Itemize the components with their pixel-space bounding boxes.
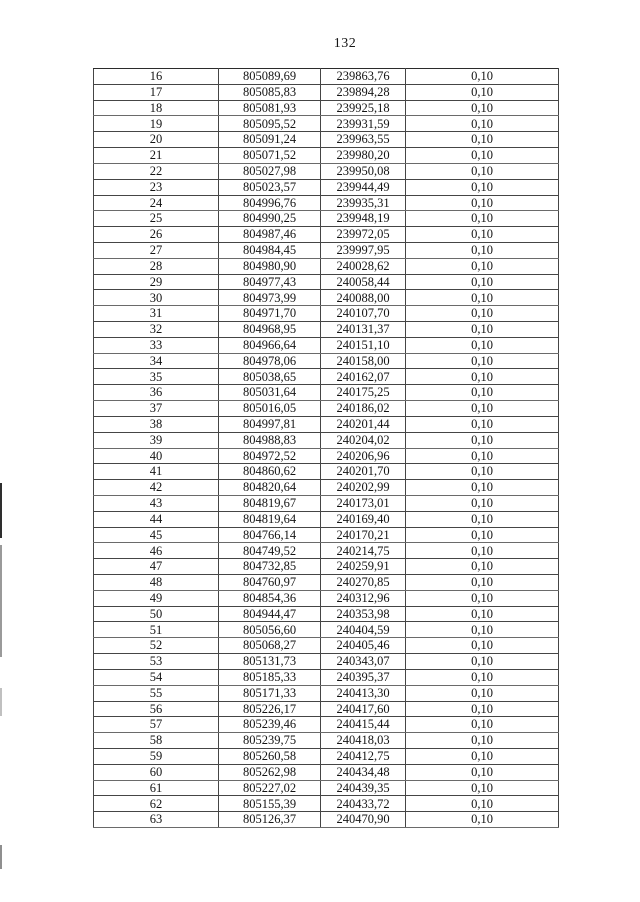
table-cell: 239931,59 <box>321 116 406 132</box>
table-cell: 0,10 <box>406 606 559 622</box>
table-row <box>94 812 559 828</box>
table-cell: 804819,67 <box>219 495 321 511</box>
table-cell: 0,10 <box>406 211 559 227</box>
table-cell: 240353,98 <box>321 606 406 622</box>
table-cell: 805085,83 <box>219 84 321 100</box>
table-cell: 804944,47 <box>219 606 321 622</box>
table-cell: 0,10 <box>406 590 559 606</box>
table-cell: 0,10 <box>406 796 559 812</box>
table-row <box>94 242 559 258</box>
table-cell: 240206,96 <box>321 448 406 464</box>
table-cell: 240201,44 <box>321 416 406 432</box>
scan-artifact <box>0 688 2 716</box>
table-cell: 804987,46 <box>219 227 321 243</box>
table-cell: 0,10 <box>406 717 559 733</box>
table-cell: 0,10 <box>406 116 559 132</box>
table-cell: 28 <box>94 258 219 274</box>
table-cell: 27 <box>94 242 219 258</box>
table-cell: 0,10 <box>406 163 559 179</box>
table-cell: 53 <box>94 654 219 670</box>
table-cell: 54 <box>94 669 219 685</box>
table-cell: 805031,64 <box>219 385 321 401</box>
table-row <box>94 369 559 385</box>
table-cell: 0,10 <box>406 480 559 496</box>
table-cell: 0,10 <box>406 701 559 717</box>
table-row <box>94 211 559 227</box>
table-cell: 0,10 <box>406 353 559 369</box>
table-cell: 804997,81 <box>219 416 321 432</box>
table-cell: 50 <box>94 606 219 622</box>
table-cell: 240201,70 <box>321 464 406 480</box>
table-cell: 57 <box>94 717 219 733</box>
table-cell: 804732,85 <box>219 559 321 575</box>
table-cell: 0,10 <box>406 274 559 290</box>
table-cell: 804984,45 <box>219 242 321 258</box>
table-cell: 35 <box>94 369 219 385</box>
table-cell: 804978,06 <box>219 353 321 369</box>
table-cell: 805091,24 <box>219 132 321 148</box>
table-cell: 0,10 <box>406 543 559 559</box>
table-cell: 240433,72 <box>321 796 406 812</box>
table-cell: 240028,62 <box>321 258 406 274</box>
table-cell: 804988,83 <box>219 432 321 448</box>
table-cell: 61 <box>94 780 219 796</box>
table-cell: 240434,48 <box>321 764 406 780</box>
table-cell: 804971,70 <box>219 306 321 322</box>
table-cell: 0,10 <box>406 812 559 828</box>
table-row <box>94 401 559 417</box>
table-cell: 22 <box>94 163 219 179</box>
table-cell: 40 <box>94 448 219 464</box>
table-cell: 805131,73 <box>219 654 321 670</box>
table-cell: 0,10 <box>406 416 559 432</box>
table-row <box>94 195 559 211</box>
table-cell: 24 <box>94 195 219 211</box>
table-cell: 0,10 <box>406 654 559 670</box>
table-cell: 0,10 <box>406 100 559 116</box>
table-row <box>94 274 559 290</box>
table-row <box>94 654 559 670</box>
table-row <box>94 764 559 780</box>
table-row <box>94 179 559 195</box>
table-cell: 240131,37 <box>321 322 406 338</box>
table-cell: 44 <box>94 511 219 527</box>
table-cell: 240162,07 <box>321 369 406 385</box>
table-cell: 52 <box>94 638 219 654</box>
table-row <box>94 780 559 796</box>
table-cell: 805095,52 <box>219 116 321 132</box>
table-cell: 804990,25 <box>219 211 321 227</box>
table-row <box>94 290 559 306</box>
table-cell: 239980,20 <box>321 148 406 164</box>
table-row <box>94 527 559 543</box>
table-cell: 0,10 <box>406 733 559 749</box>
table-cell: 805071,52 <box>219 148 321 164</box>
table-row <box>94 559 559 575</box>
table-cell: 0,10 <box>406 401 559 417</box>
table-cell: 0,10 <box>406 685 559 701</box>
table-cell: 805262,98 <box>219 764 321 780</box>
table-row <box>94 432 559 448</box>
table-cell: 239972,05 <box>321 227 406 243</box>
table-row <box>94 227 559 243</box>
table-row <box>94 148 559 164</box>
table-cell: 804854,36 <box>219 590 321 606</box>
table-cell: 0,10 <box>406 369 559 385</box>
table-cell: 805023,57 <box>219 179 321 195</box>
table-cell: 21 <box>94 148 219 164</box>
table-cell: 804766,14 <box>219 527 321 543</box>
table-row <box>94 495 559 511</box>
table-row <box>94 511 559 527</box>
table-cell: 804977,43 <box>219 274 321 290</box>
table-cell: 55 <box>94 685 219 701</box>
table-cell: 240312,96 <box>321 590 406 606</box>
table-row <box>94 717 559 733</box>
table-row <box>94 480 559 496</box>
table-cell: 805239,75 <box>219 733 321 749</box>
table-cell: 804749,52 <box>219 543 321 559</box>
table-cell: 240270,85 <box>321 575 406 591</box>
table-cell: 240173,01 <box>321 495 406 511</box>
table-cell: 804760,97 <box>219 575 321 591</box>
table-cell: 0,10 <box>406 432 559 448</box>
table-cell: 33 <box>94 337 219 353</box>
table-row <box>94 464 559 480</box>
table-cell: 240186,02 <box>321 401 406 417</box>
table-cell: 804968,95 <box>219 322 321 338</box>
table-cell: 240404,59 <box>321 622 406 638</box>
table-cell: 240158,00 <box>321 353 406 369</box>
table-cell: 239863,76 <box>321 69 406 85</box>
table-cell: 25 <box>94 211 219 227</box>
table-row <box>94 132 559 148</box>
table-cell: 23 <box>94 179 219 195</box>
table-cell: 804996,76 <box>219 195 321 211</box>
table-row <box>94 116 559 132</box>
table-cell: 805155,39 <box>219 796 321 812</box>
table-cell: 31 <box>94 306 219 322</box>
table-cell: 804819,64 <box>219 511 321 527</box>
table-cell: 804973,99 <box>219 290 321 306</box>
table-cell: 0,10 <box>406 669 559 685</box>
table-cell: 20 <box>94 132 219 148</box>
table-row <box>94 701 559 717</box>
table-cell: 36 <box>94 385 219 401</box>
table-cell: 51 <box>94 622 219 638</box>
table-cell: 0,10 <box>406 195 559 211</box>
table-cell: 805239,46 <box>219 717 321 733</box>
table-cell: 18 <box>94 100 219 116</box>
table-row <box>94 337 559 353</box>
table-row <box>94 543 559 559</box>
table-cell: 0,10 <box>406 69 559 85</box>
table-cell: 41 <box>94 464 219 480</box>
table-row <box>94 606 559 622</box>
table-cell: 805038,65 <box>219 369 321 385</box>
table-cell: 240405,46 <box>321 638 406 654</box>
scan-artifact <box>0 483 2 538</box>
table-cell: 239963,55 <box>321 132 406 148</box>
table-cell: 59 <box>94 748 219 764</box>
table-cell: 0,10 <box>406 322 559 338</box>
table-cell: 240418,03 <box>321 733 406 749</box>
table-cell: 30 <box>94 290 219 306</box>
table-cell: 805056,60 <box>219 622 321 638</box>
scan-artifact <box>0 845 2 869</box>
table-row <box>94 84 559 100</box>
table-cell: 805027,98 <box>219 163 321 179</box>
table-cell: 804972,52 <box>219 448 321 464</box>
table-cell: 62 <box>94 796 219 812</box>
table-cell: 0,10 <box>406 337 559 353</box>
table-cell: 19 <box>94 116 219 132</box>
table-cell: 29 <box>94 274 219 290</box>
page-number: 132 <box>333 36 357 51</box>
table-cell: 805226,17 <box>219 701 321 717</box>
table-cell: 16 <box>94 69 219 85</box>
table-cell: 239894,28 <box>321 84 406 100</box>
table-cell: 17 <box>94 84 219 100</box>
table-cell: 0,10 <box>406 464 559 480</box>
table-cell: 804860,62 <box>219 464 321 480</box>
table-cell: 0,10 <box>406 622 559 638</box>
table-cell: 240058,44 <box>321 274 406 290</box>
table-cell: 240202,99 <box>321 480 406 496</box>
table-cell: 0,10 <box>406 290 559 306</box>
table-cell: 805126,37 <box>219 812 321 828</box>
table-row <box>94 353 559 369</box>
table-row <box>94 638 559 654</box>
table-cell: 239925,18 <box>321 100 406 116</box>
table-cell: 63 <box>94 812 219 828</box>
table-cell: 240412,75 <box>321 748 406 764</box>
table-cell: 34 <box>94 353 219 369</box>
table-row <box>94 322 559 338</box>
table-cell: 45 <box>94 527 219 543</box>
table-cell: 26 <box>94 227 219 243</box>
table-cell: 0,10 <box>406 242 559 258</box>
table-cell: 0,10 <box>406 148 559 164</box>
table-row <box>94 575 559 591</box>
table-cell: 0,10 <box>406 575 559 591</box>
table-row <box>94 416 559 432</box>
table-cell: 239935,31 <box>321 195 406 211</box>
table-cell: 805260,58 <box>219 748 321 764</box>
table-row <box>94 733 559 749</box>
scan-artifact <box>0 545 2 657</box>
table-cell: 240170,21 <box>321 527 406 543</box>
table-cell: 804980,90 <box>219 258 321 274</box>
table-row <box>94 100 559 116</box>
table-cell: 240214,75 <box>321 543 406 559</box>
table-cell: 240413,30 <box>321 685 406 701</box>
table-cell: 0,10 <box>406 748 559 764</box>
table-cell: 43 <box>94 495 219 511</box>
table-cell: 804820,64 <box>219 480 321 496</box>
table-row <box>94 796 559 812</box>
table-cell: 240470,90 <box>321 812 406 828</box>
table-row <box>94 306 559 322</box>
table-cell: 240439,35 <box>321 780 406 796</box>
table-cell: 32 <box>94 322 219 338</box>
table-cell: 56 <box>94 701 219 717</box>
table-row <box>94 258 559 274</box>
table-cell: 0,10 <box>406 385 559 401</box>
table-cell: 240417,60 <box>321 701 406 717</box>
table-cell: 240088,00 <box>321 290 406 306</box>
table-row <box>94 448 559 464</box>
table-cell: 240343,07 <box>321 654 406 670</box>
table-cell: 240259,91 <box>321 559 406 575</box>
table-row <box>94 163 559 179</box>
table-row <box>94 385 559 401</box>
table-cell: 805227,02 <box>219 780 321 796</box>
table-cell: 239997,95 <box>321 242 406 258</box>
table-cell: 0,10 <box>406 306 559 322</box>
table-cell: 0,10 <box>406 511 559 527</box>
table-cell: 239950,08 <box>321 163 406 179</box>
table-cell: 805068,27 <box>219 638 321 654</box>
table-cell: 0,10 <box>406 258 559 274</box>
table-row <box>94 748 559 764</box>
coordinates-table <box>93 68 559 828</box>
table-cell: 42 <box>94 480 219 496</box>
table-cell: 60 <box>94 764 219 780</box>
table-cell: 240175,25 <box>321 385 406 401</box>
table-cell: 0,10 <box>406 132 559 148</box>
table-cell: 240151,10 <box>321 337 406 353</box>
table-cell: 240204,02 <box>321 432 406 448</box>
table-cell: 239948,19 <box>321 211 406 227</box>
table-cell: 239944,49 <box>321 179 406 195</box>
table-cell: 240107,70 <box>321 306 406 322</box>
table-cell: 240415,44 <box>321 717 406 733</box>
table-cell: 39 <box>94 432 219 448</box>
table-row <box>94 669 559 685</box>
table-cell: 37 <box>94 401 219 417</box>
table-cell: 48 <box>94 575 219 591</box>
table-cell: 0,10 <box>406 495 559 511</box>
table-cell: 805089,69 <box>219 69 321 85</box>
table-cell: 0,10 <box>406 638 559 654</box>
table-cell: 0,10 <box>406 448 559 464</box>
table-cell: 240395,37 <box>321 669 406 685</box>
table-cell: 805185,33 <box>219 669 321 685</box>
table-row <box>94 622 559 638</box>
table-cell: 805171,33 <box>219 685 321 701</box>
table-cell: 58 <box>94 733 219 749</box>
table-row <box>94 590 559 606</box>
table-cell: 804966,64 <box>219 337 321 353</box>
table-cell: 0,10 <box>406 527 559 543</box>
table-cell: 0,10 <box>406 559 559 575</box>
table-cell: 49 <box>94 590 219 606</box>
table-row <box>94 69 559 85</box>
table-cell: 0,10 <box>406 179 559 195</box>
table-cell: 0,10 <box>406 84 559 100</box>
table-cell: 38 <box>94 416 219 432</box>
table-cell: 0,10 <box>406 227 559 243</box>
table-cell: 805016,05 <box>219 401 321 417</box>
table-cell: 805081,93 <box>219 100 321 116</box>
table-cell: 0,10 <box>406 764 559 780</box>
table-row <box>94 685 559 701</box>
table-cell: 46 <box>94 543 219 559</box>
table-cell: 240169,40 <box>321 511 406 527</box>
table-cell: 0,10 <box>406 780 559 796</box>
table-cell: 47 <box>94 559 219 575</box>
coordinates-table-body <box>94 69 559 828</box>
